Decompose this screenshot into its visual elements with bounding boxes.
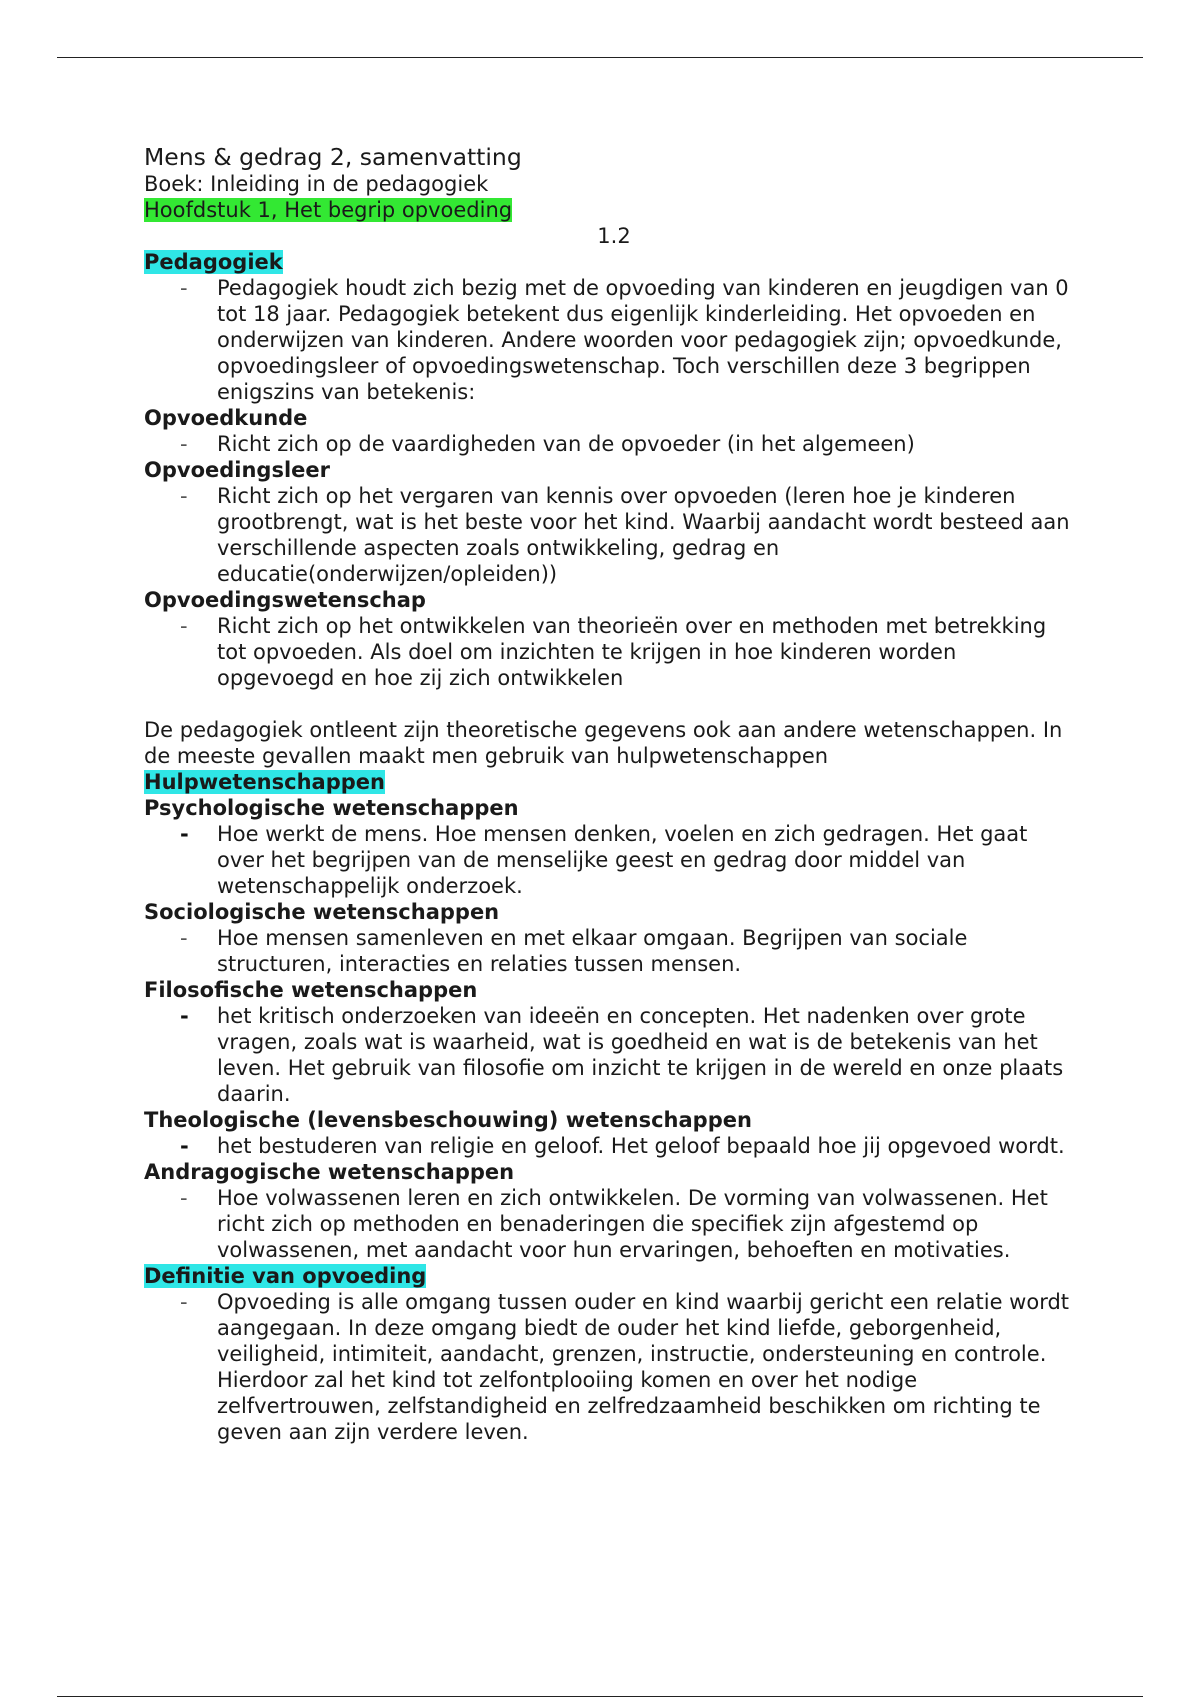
- bullet-text: Richt zich op het ontwikkelen van theorieën over en methoden met betrekking tot opvoeden. Als doel om inzichten te krijgen in hoe kinderen worden opgevoegd en hoe zij zich ontwikkelen: [217, 614, 1047, 690]
- section-heading-text: Pedagogiek: [144, 250, 283, 274]
- section-heading-text: Hulpwetenschappen: [144, 770, 385, 794]
- bullet-text: Opvoeding is alle omgang tussen ouder en kind waarbij gericht een relatie wordt aangegaan. In deze omgang biedt de ouder het kind liefde, geborgenheid, veiligheid, intimiteit, aandacht, grenzen, instructie, ondersteuning en controle. Hierdoor zal het kind tot zelfontplooiing komen en over het nodige zelfvertrouwen, zelfstandigheid en zelfredzaamheid beschikken om richting te geven aan zijn verdere leven.: [217, 1290, 1070, 1444]
- bullet-text: Richt zich op het vergaren van kennis over opvoeden (leren hoe je kinderen grootbrengt, wat is het beste voor het kind. Waarbij aandacht wordt besteed aan verschillende aspecten zoals ontwikkeling, gedrag en educatie(onderwijzen/opleiden)): [217, 484, 1070, 586]
- section-heading-text: Definitie van opvoeding: [144, 1264, 427, 1288]
- bullet-marker: -: [180, 1186, 188, 1210]
- document-title: Mens & gedrag 2, samenvatting: [144, 143, 522, 171]
- bullet-item: [144, 821, 1074, 899]
- intro-paragraph: De pedagogiek ontleent zijn theoretische gegevens ook aan andere wetenschappen. In de meeste gevallen maakt men gebruik van hulpwetenschappen: [144, 718, 1063, 768]
- bullet-marker: -: [180, 1134, 189, 1158]
- bullet-marker: -: [180, 276, 188, 300]
- bullet-text: Hoe mensen samenleven en met elkaar omgaan. Begrijpen van sociale structuren, interacties en relaties tussen mensen.: [217, 926, 968, 976]
- bullet-item: [144, 1003, 1074, 1107]
- bullet-marker: -: [180, 1290, 188, 1314]
- document-body: [144, 143, 1074, 1445]
- section-heading-definitie: [144, 1263, 1074, 1289]
- bullet-marker: -: [180, 1004, 189, 1028]
- spacer: [144, 691, 1074, 717]
- bullet-text: Hoe volwassenen leren en zich ontwikkelen. De vorming van volwassenen. Het richt zich op methoden en benaderingen die specifiek zijn afgestemd op volwassenen, met aandacht voor hun ervaringen, behoeften en motivaties.: [217, 1186, 1048, 1262]
- bullet-marker: -: [180, 614, 188, 638]
- subheading: Sociologische wetenschappen: [144, 900, 500, 924]
- bullet-item: [144, 1133, 1074, 1159]
- bullet-text: het kritisch onderzoeken van ideeën en concepten. Het nadenken over grote vragen, zoals wat is waarheid, wat is goedheid en wat is de betekenis van het leven. Het gebruik van filosofie om inzicht te krijgen in de wereld en onze plaats daarin.: [217, 1004, 1064, 1106]
- bullet-text: Hoe werkt de mens. Hoe mensen denken, voelen en zich gedragen. Het gaat over het begrijpen van de menselijke geest en gedrag door middel van wetenschappelijk onderzoek.: [217, 822, 1028, 898]
- bullet-item: [144, 1185, 1074, 1263]
- subheading: Filosofische wetenschappen: [144, 978, 478, 1002]
- subheading: Andragogische wetenschappen: [144, 1160, 515, 1184]
- bullet-item: [144, 925, 1074, 977]
- bullet-item: [144, 1289, 1074, 1445]
- bullet-item: [144, 275, 1074, 405]
- subheading: Opvoedkunde: [144, 406, 308, 430]
- chapter-heading: [144, 197, 1074, 223]
- section-number: 1.2: [597, 224, 631, 248]
- bullet-item: [144, 483, 1074, 587]
- bullet-marker: -: [180, 926, 188, 950]
- bullet-item: [144, 613, 1074, 691]
- subheading: Opvoedingswetenschap: [144, 588, 426, 612]
- bullet-item: [144, 431, 1074, 457]
- subheading: Theologische (levensbeschouwing) wetenschappen: [144, 1108, 752, 1132]
- bullet-text: Richt zich op de vaardigheden van de opvoeder (in het algemeen): [217, 432, 915, 456]
- footer-rule: [57, 1696, 1143, 1697]
- section-heading-hulpwetenschappen: [144, 769, 1074, 795]
- bullet-text: het bestuderen van religie en geloof. Het geloof bepaald hoe jij opgevoed wordt.: [217, 1134, 1065, 1158]
- bullet-text: Pedagogiek houdt zich bezig met de opvoeding van kinderen en jeugdigen van 0 tot 18 jaar. Pedagogiek betekent dus eigenlijk kinderleiding. Het opvoeden en onderwijzen van kinderen. Andere woorden voor pedagogiek zijn; opvoedkunde, opvoedingsleer of opvoedingswetenschap. Toch verschillen deze 3 begrippen enigszins van betekenis:: [217, 276, 1069, 404]
- bullet-marker: -: [180, 822, 189, 846]
- subheading: Psychologische wetenschappen: [144, 796, 519, 820]
- chapter-heading-text: Hoofdstuk 1, Het begrip opvoeding: [144, 198, 513, 222]
- subheading: Opvoedingsleer: [144, 458, 330, 482]
- book-line: Boek: Inleiding in de pedagogiek: [144, 172, 489, 196]
- header-rule: [57, 57, 1143, 58]
- bullet-marker: -: [180, 484, 188, 508]
- section-heading-pedagogiek: [144, 249, 1074, 275]
- bullet-marker: -: [180, 432, 188, 456]
